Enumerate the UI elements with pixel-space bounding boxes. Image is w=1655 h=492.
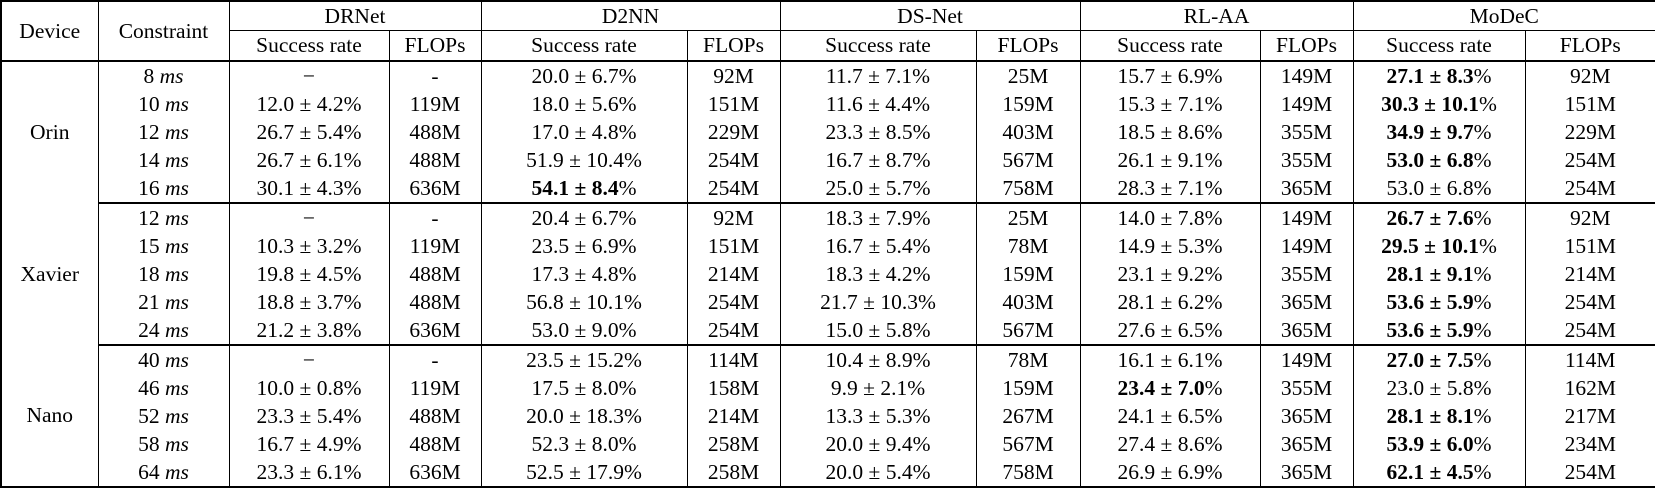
rl-aa-success-cell: 27.4 ± 8.6% [1080,430,1260,458]
modec-flops-cell: 92M [1525,61,1655,90]
ds-net-flops-cell: 25M [976,203,1080,232]
d2nn-success-cell: 20.0 ± 6.7% [481,61,687,90]
drnet-flops-cell: 636M [389,316,481,345]
rl-aa-success-cell: 26.1 ± 9.1% [1080,146,1260,174]
subheader-modec-success-rate: Success rate [1353,31,1525,62]
header-method-d2nn: D2NN [481,1,780,31]
d2nn-success-cell: 17.0 ± 4.8% [481,118,687,146]
modec-success-cell: 53.0 ± 6.8% [1353,174,1525,203]
drnet-flops-cell: 488M [389,260,481,288]
table-row [1,146,1655,174]
table-row [1,174,1655,203]
drnet-success-cell: 30.1 ± 4.3% [229,174,389,203]
d2nn-success-cell: 56.8 ± 10.1% [481,288,687,316]
constraint-cell: 64 ms [98,458,229,487]
constraint-cell: 46 ms [98,374,229,402]
ds-net-success-cell: 20.0 ± 5.4% [780,458,976,487]
table-row [1,402,1655,430]
subheader-d2nn-flops: FLOPs [687,31,780,62]
drnet-flops-cell: 488M [389,118,481,146]
modec-success-cell: 53.9 ± 6.0% [1353,430,1525,458]
modec-success-cell: 23.0 ± 5.8% [1353,374,1525,402]
table-row [1,203,1655,232]
drnet-success-cell: 19.8 ± 4.5% [229,260,389,288]
drnet-success-cell: − [229,61,389,90]
drnet-flops-cell: 636M [389,458,481,487]
modec-flops-cell: 254M [1525,316,1655,345]
rl-aa-flops-cell: 149M [1260,90,1353,118]
d2nn-flops-cell: 254M [687,174,780,203]
modec-success-cell: 29.5 ± 10.1% [1353,232,1525,260]
ds-net-success-cell: 16.7 ± 8.7% [780,146,976,174]
subheader-drnet-success-rate: Success rate [229,31,389,62]
device-cell-orin: Orin [1,61,98,203]
d2nn-flops-cell: 229M [687,118,780,146]
drnet-success-cell: 12.0 ± 4.2% [229,90,389,118]
d2nn-flops-cell: 258M [687,430,780,458]
ds-net-success-cell: 18.3 ± 7.9% [780,203,976,232]
drnet-success-cell: 26.7 ± 5.4% [229,118,389,146]
rl-aa-success-cell: 26.9 ± 6.9% [1080,458,1260,487]
rl-aa-success-cell: 14.9 ± 5.3% [1080,232,1260,260]
rl-aa-flops-cell: 149M [1260,232,1353,260]
modec-flops-cell: 214M [1525,260,1655,288]
constraint-cell: 24 ms [98,316,229,345]
modec-flops-cell: 234M [1525,430,1655,458]
header-method-ds-net: DS-Net [780,1,1080,31]
drnet-success-cell: 10.3 ± 3.2% [229,232,389,260]
rl-aa-success-cell: 23.1 ± 9.2% [1080,260,1260,288]
ds-net-success-cell: 15.0 ± 5.8% [780,316,976,345]
rl-aa-success-cell: 14.0 ± 7.8% [1080,203,1260,232]
drnet-flops-cell: 119M [389,90,481,118]
ds-net-flops-cell: 403M [976,288,1080,316]
drnet-success-cell: 23.3 ± 6.1% [229,458,389,487]
ds-net-flops-cell: 758M [976,174,1080,203]
drnet-flops-cell: 636M [389,174,481,203]
header-method-modec: MoDeC [1353,1,1655,31]
ds-net-flops-cell: 159M [976,374,1080,402]
subheader-rl-aa-flops: FLOPs [1260,31,1353,62]
rl-aa-success-cell: 15.3 ± 7.1% [1080,90,1260,118]
ds-net-success-cell: 9.9 ± 2.1% [780,374,976,402]
subheader-d2nn-success-rate: Success rate [481,31,687,62]
constraint-cell: 58 ms [98,430,229,458]
ds-net-success-cell: 10.4 ± 8.9% [780,345,976,374]
d2nn-success-cell: 23.5 ± 15.2% [481,345,687,374]
table-row [1,430,1655,458]
modec-success-cell: 30.3 ± 10.1% [1353,90,1525,118]
ds-net-success-cell: 23.3 ± 8.5% [780,118,976,146]
ds-net-success-cell: 18.3 ± 4.2% [780,260,976,288]
subheader-modec-flops: FLOPs [1525,31,1655,62]
constraint-cell: 14 ms [98,146,229,174]
d2nn-success-cell: 20.4 ± 6.7% [481,203,687,232]
drnet-success-cell: 16.7 ± 4.9% [229,430,389,458]
constraint-cell: 12 ms [98,118,229,146]
drnet-success-cell: − [229,345,389,374]
drnet-success-cell: − [229,203,389,232]
d2nn-flops-cell: 114M [687,345,780,374]
rl-aa-flops-cell: 365M [1260,174,1353,203]
rl-aa-success-cell: 23.4 ± 7.0% [1080,374,1260,402]
ds-net-flops-cell: 159M [976,90,1080,118]
subheader-ds-net-flops: FLOPs [976,31,1080,62]
table-row [1,345,1655,374]
d2nn-flops-cell: 92M [687,61,780,90]
rl-aa-flops-cell: 149M [1260,345,1353,374]
ds-net-flops-cell: 567M [976,430,1080,458]
header-method-drnet: DRNet [229,1,481,31]
rl-aa-success-cell: 27.6 ± 6.5% [1080,316,1260,345]
d2nn-flops-cell: 151M [687,90,780,118]
d2nn-success-cell: 52.3 ± 8.0% [481,430,687,458]
ds-net-flops-cell: 403M [976,118,1080,146]
d2nn-flops-cell: 254M [687,316,780,345]
d2nn-flops-cell: 158M [687,374,780,402]
d2nn-success-cell: 54.1 ± 8.4% [481,174,687,203]
drnet-flops-cell: - [389,345,481,374]
rl-aa-success-cell: 24.1 ± 6.5% [1080,402,1260,430]
rl-aa-flops-cell: 355M [1260,260,1353,288]
device-cell-nano: Nano [1,345,98,487]
d2nn-flops-cell: 258M [687,458,780,487]
d2nn-success-cell: 17.3 ± 4.8% [481,260,687,288]
drnet-flops-cell: 119M [389,374,481,402]
ds-net-success-cell: 13.3 ± 5.3% [780,402,976,430]
rl-aa-success-cell: 18.5 ± 8.6% [1080,118,1260,146]
drnet-success-cell: 23.3 ± 5.4% [229,402,389,430]
d2nn-success-cell: 51.9 ± 10.4% [481,146,687,174]
modec-flops-cell: 151M [1525,232,1655,260]
header-method-rl-aa: RL-AA [1080,1,1353,31]
ds-net-success-cell: 16.7 ± 5.4% [780,232,976,260]
ds-net-success-cell: 11.6 ± 4.4% [780,90,976,118]
d2nn-success-cell: 20.0 ± 18.3% [481,402,687,430]
table-row [1,316,1655,345]
d2nn-success-cell: 18.0 ± 5.6% [481,90,687,118]
d2nn-success-cell: 53.0 ± 9.0% [481,316,687,345]
d2nn-flops-cell: 214M [687,260,780,288]
constraint-cell: 10 ms [98,90,229,118]
constraint-cell: 15 ms [98,232,229,260]
device-cell-xavier: Xavier [1,203,98,345]
rl-aa-flops-cell: 365M [1260,316,1353,345]
modec-success-cell: 62.1 ± 4.5% [1353,458,1525,487]
constraint-cell: 8 ms [98,61,229,90]
drnet-success-cell: 26.7 ± 6.1% [229,146,389,174]
rl-aa-success-cell: 15.7 ± 6.9% [1080,61,1260,90]
rl-aa-success-cell: 28.1 ± 6.2% [1080,288,1260,316]
table-row [1,260,1655,288]
drnet-flops-cell: 488M [389,146,481,174]
table-row [1,288,1655,316]
subheader-drnet-flops: FLOPs [389,31,481,62]
subheader-ds-net-success-rate: Success rate [780,31,976,62]
table-row [1,90,1655,118]
ds-net-flops-cell: 78M [976,232,1080,260]
drnet-flops-cell: 488M [389,288,481,316]
rl-aa-flops-cell: 355M [1260,118,1353,146]
modec-success-cell: 28.1 ± 8.1% [1353,402,1525,430]
rl-aa-flops-cell: 149M [1260,61,1353,90]
ds-net-flops-cell: 567M [976,146,1080,174]
rl-aa-success-cell: 16.1 ± 6.1% [1080,345,1260,374]
drnet-flops-cell: 119M [389,232,481,260]
modec-success-cell: 34.9 ± 9.7% [1353,118,1525,146]
table-row [1,61,1655,90]
drnet-flops-cell: - [389,203,481,232]
modec-success-cell: 53.0 ± 6.8% [1353,146,1525,174]
d2nn-success-cell: 17.5 ± 8.0% [481,374,687,402]
modec-flops-cell: 151M [1525,90,1655,118]
constraint-cell: 40 ms [98,345,229,374]
d2nn-flops-cell: 92M [687,203,780,232]
rl-aa-flops-cell: 365M [1260,288,1353,316]
modec-success-cell: 53.6 ± 5.9% [1353,316,1525,345]
rl-aa-success-cell: 28.3 ± 7.1% [1080,174,1260,203]
drnet-flops-cell: - [389,61,481,90]
modec-flops-cell: 254M [1525,288,1655,316]
table-row [1,232,1655,260]
constraint-cell: 16 ms [98,174,229,203]
drnet-success-cell: 18.8 ± 3.7% [229,288,389,316]
drnet-success-cell: 10.0 ± 0.8% [229,374,389,402]
modec-flops-cell: 254M [1525,146,1655,174]
header-constraint: Constraint [98,1,229,61]
d2nn-flops-cell: 254M [687,146,780,174]
constraint-cell: 18 ms [98,260,229,288]
rl-aa-flops-cell: 365M [1260,402,1353,430]
table-row [1,374,1655,402]
modec-success-cell: 53.6 ± 5.9% [1353,288,1525,316]
modec-success-cell: 27.0 ± 7.5% [1353,345,1525,374]
constraint-cell: 12 ms [98,203,229,232]
d2nn-flops-cell: 254M [687,288,780,316]
ds-net-success-cell: 11.7 ± 7.1% [780,61,976,90]
ds-net-success-cell: 21.7 ± 10.3% [780,288,976,316]
rl-aa-flops-cell: 355M [1260,374,1353,402]
modec-success-cell: 28.1 ± 9.1% [1353,260,1525,288]
ds-net-flops-cell: 159M [976,260,1080,288]
d2nn-success-cell: 52.5 ± 17.9% [481,458,687,487]
modec-success-cell: 27.1 ± 8.3% [1353,61,1525,90]
rl-aa-flops-cell: 365M [1260,458,1353,487]
table-row [1,458,1655,487]
drnet-flops-cell: 488M [389,402,481,430]
d2nn-success-cell: 23.5 ± 6.9% [481,232,687,260]
ds-net-flops-cell: 267M [976,402,1080,430]
d2nn-flops-cell: 214M [687,402,780,430]
ds-net-success-cell: 20.0 ± 9.4% [780,430,976,458]
modec-flops-cell: 254M [1525,174,1655,203]
ds-net-success-cell: 25.0 ± 5.7% [780,174,976,203]
drnet-success-cell: 21.2 ± 3.8% [229,316,389,345]
ds-net-flops-cell: 758M [976,458,1080,487]
modec-flops-cell: 254M [1525,458,1655,487]
ds-net-flops-cell: 25M [976,61,1080,90]
header-device: Device [1,1,98,61]
ds-net-flops-cell: 78M [976,345,1080,374]
header-row-methods [1,1,1655,31]
table-row [1,118,1655,146]
subheader-rl-aa-success-rate: Success rate [1080,31,1260,62]
modec-success-cell: 26.7 ± 7.6% [1353,203,1525,232]
rl-aa-flops-cell: 149M [1260,203,1353,232]
d2nn-flops-cell: 151M [687,232,780,260]
modec-flops-cell: 92M [1525,203,1655,232]
ds-net-flops-cell: 567M [976,316,1080,345]
modec-flops-cell: 217M [1525,402,1655,430]
table-header [1,1,1655,61]
rl-aa-flops-cell: 365M [1260,430,1353,458]
constraint-cell: 52 ms [98,402,229,430]
modec-flops-cell: 229M [1525,118,1655,146]
modec-flops-cell: 162M [1525,374,1655,402]
constraint-cell: 21 ms [98,288,229,316]
rl-aa-flops-cell: 355M [1260,146,1353,174]
modec-flops-cell: 114M [1525,345,1655,374]
drnet-flops-cell: 488M [389,430,481,458]
header-row-subcolumns [1,31,1655,62]
table-body [1,61,1655,487]
